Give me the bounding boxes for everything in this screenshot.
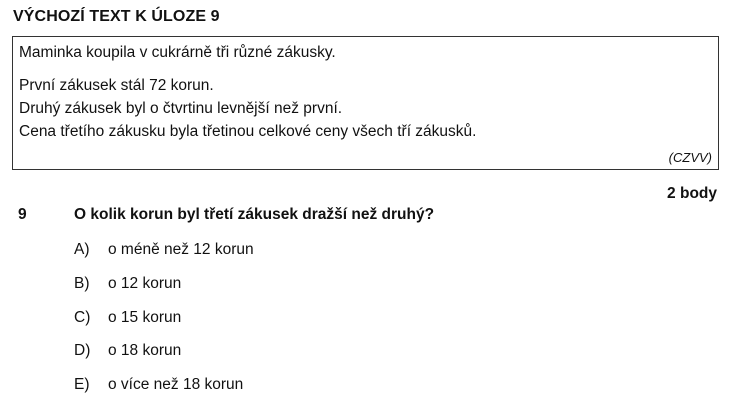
answer-option-c[interactable] [74, 309, 181, 327]
question-text: O kolik korun byl třetí zákusek dražší než druhý? [74, 206, 435, 223]
option-letter: A) [74, 241, 90, 258]
option-text: o více než 18 korun [108, 376, 244, 393]
option-letter: D) [74, 342, 91, 359]
answer-option-e[interactable] [74, 376, 243, 394]
option-letter: C) [74, 309, 91, 326]
section-heading: VÝCHOZÍ TEXT K ÚLOZE 9 [13, 8, 220, 25]
option-letter: E) [74, 376, 90, 393]
source-line: První zákusek stál 72 korun. [19, 77, 214, 94]
source-attribution: (CZVV) [668, 150, 712, 165]
source-line: Cena třetího zákusku byla třetinou celkové ceny všech tří zákusků. [19, 123, 477, 140]
option-text: o méně než 12 korun [108, 241, 254, 258]
option-letter: B) [74, 275, 90, 292]
points-label: 2 body [667, 185, 717, 202]
option-text: o 15 korun [108, 309, 182, 326]
option-text: o 18 korun [108, 342, 182, 359]
source-line: Maminka koupila v cukrárně tři různé zákusky. [19, 44, 336, 61]
answer-option-d[interactable] [74, 342, 181, 360]
answer-option-b[interactable] [74, 275, 181, 293]
question-number: 9 [18, 206, 27, 223]
source-text-box [12, 36, 719, 170]
answer-option-a[interactable] [74, 241, 254, 259]
source-line: Druhý zákusek byl o čtvrtinu levnější než první. [19, 100, 343, 117]
option-text: o 12 korun [108, 275, 182, 292]
